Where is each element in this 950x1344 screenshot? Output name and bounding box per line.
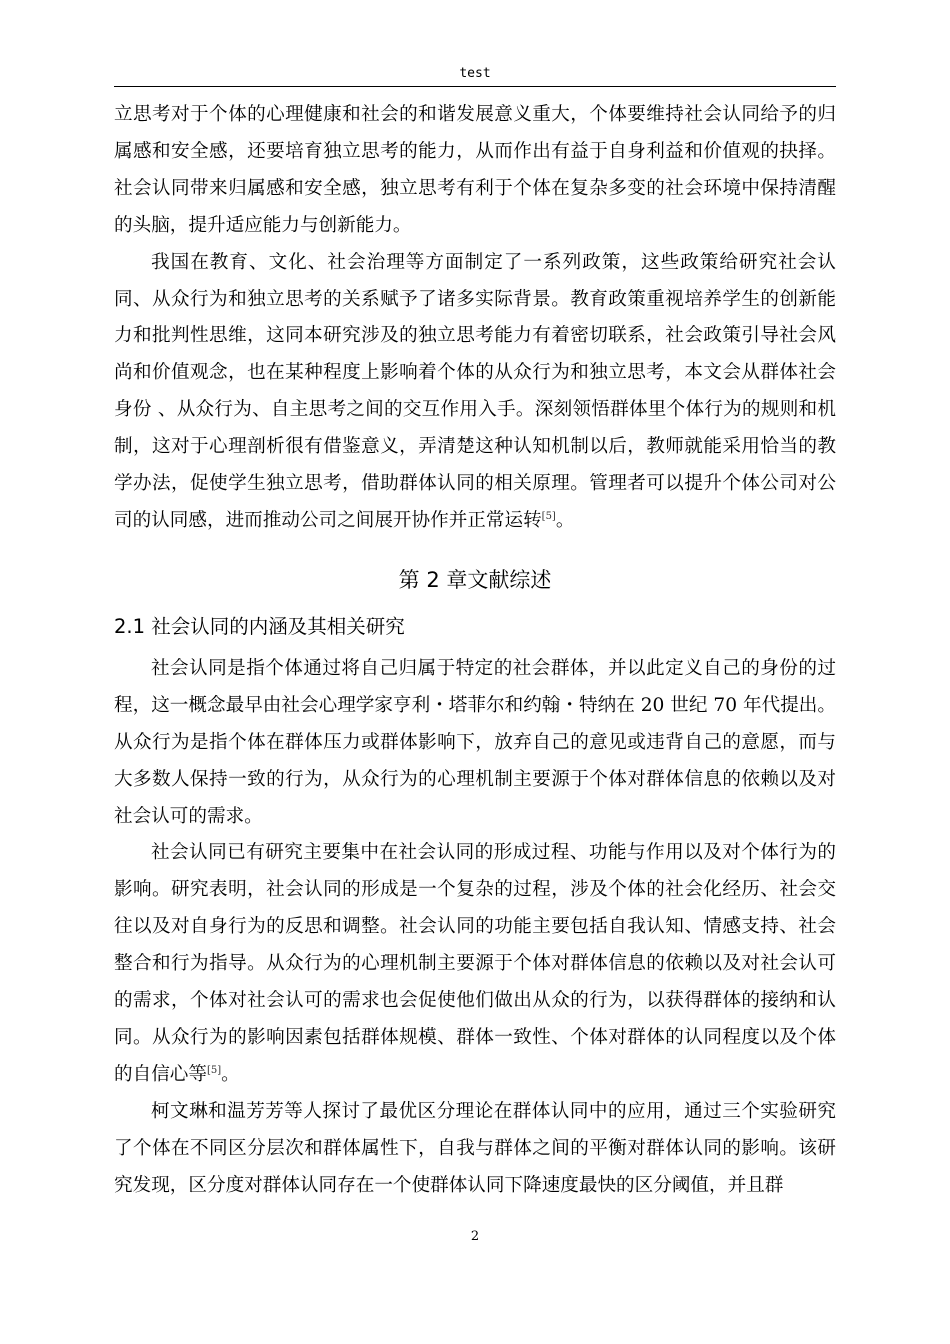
section-title: 2.1 社会认同的内涵及其相关研究 (114, 614, 405, 638)
paragraph-text: 柯文琳和温芳芳等人探讨了最优区分理论在群体认同中的应用，通过三个实验研究了个体在不同区分层次和群体属性下，自我与群体之间的平衡对群体认同的影响。该研究发现，区分度对群体认同存在一个使群体认同下降速度最快的区分阈值，并且群 (114, 1100, 836, 1196)
paragraph-tail: 。 (221, 1063, 240, 1085)
paragraph-text: 社会认同是指个体通过将自己归属于特定的社会群体，并以此定义自己的身份的过程，这一概念最早由社会心理学家亨利・塔菲尔和约翰・特纳在 20 世纪 70 年代提出。从众行为是指个体在群体压力或群体影响下，放弃自己的意见或违背自己的意愿，而与大多数人保持一致的行为，从众行为的心理机制主要源于个体对群体信息的依赖以及对社会认可的需求。 (114, 657, 836, 827)
header-rule (114, 86, 836, 87)
paragraph-policy-background (114, 245, 836, 540)
running-header: test (459, 66, 491, 81)
citation-ref: [5] (541, 510, 556, 522)
paragraph-text: 立思考对于个体的心理健康和社会的和谐发展意义重大，个体要维持社会认同给予的归属感和安全感，还要培育独立思考的能力，从而作出有益于自身利益和价值观的抉择。社会认同带来归属感和安全感，独立思考有利于个体在复杂多变的社会环境中保持清醒的头脑，提升适应能力与创新能力。 (114, 104, 836, 236)
paragraph-text: 我国在教育、文化、社会治理等方面制定了一系列政策，这些政策给研究社会认同、从众行为和独立思考的关系赋予了诸多实际背景。教育政策重视培养学生的创新能力和批判性思维，这同本研究涉及的独立思考能力有着密切联系，社会政策引导社会风尚和价值观念，也在某种程度上影响着个体的从众行为和独立思考，本文会从群体社会身份 、从众行为、自主思考之间的交互作用入手。深刻领悟群体里个体行为的规则和机制，这对于心理剖析很有借鉴意义，弄清楚这种认知机制以后，教师就能采用恰当的教学办法，促使学生独立思考，借助群体认同的相关原理。管理者可以提升个体公司对公司的认同感，进而推动公司之间展开协作并正常运转 (114, 251, 836, 531)
chapter-title: 第 2 章文献综述 (398, 567, 552, 592)
page-number: 2 (470, 1229, 480, 1244)
paragraph-social-identity-definition (114, 651, 836, 836)
paragraph-research-review (114, 835, 836, 1093)
paragraph-text: 社会认同已有研究主要集中在社会认同的形成过程、功能与作用以及对个体行为的影响。研究表明，社会认同的形成是一个复杂的过程，涉及个体的社会化经历、社会交往以及对自身行为的反思和调整。社会认同的功能主要包括自我认知、情感支持、社会整合和行为指导。从众行为的心理机制主要源于个体对群体信息的依赖以及对社会认可的需求，个体对社会认可的需求也会促使他们做出从众的行为，以获得群体的接纳和认同。从众行为的影响因素包括群体规模、群体一致性、个体对群体的认同程度以及个体的自信心等 (114, 842, 836, 1085)
paragraph-tail: 。 (555, 509, 575, 531)
paragraph-continuation (114, 97, 836, 245)
page-body (114, 97, 836, 1204)
citation-ref: [5] (206, 1064, 222, 1076)
paragraph-optimal-distinctiveness (114, 1094, 836, 1205)
